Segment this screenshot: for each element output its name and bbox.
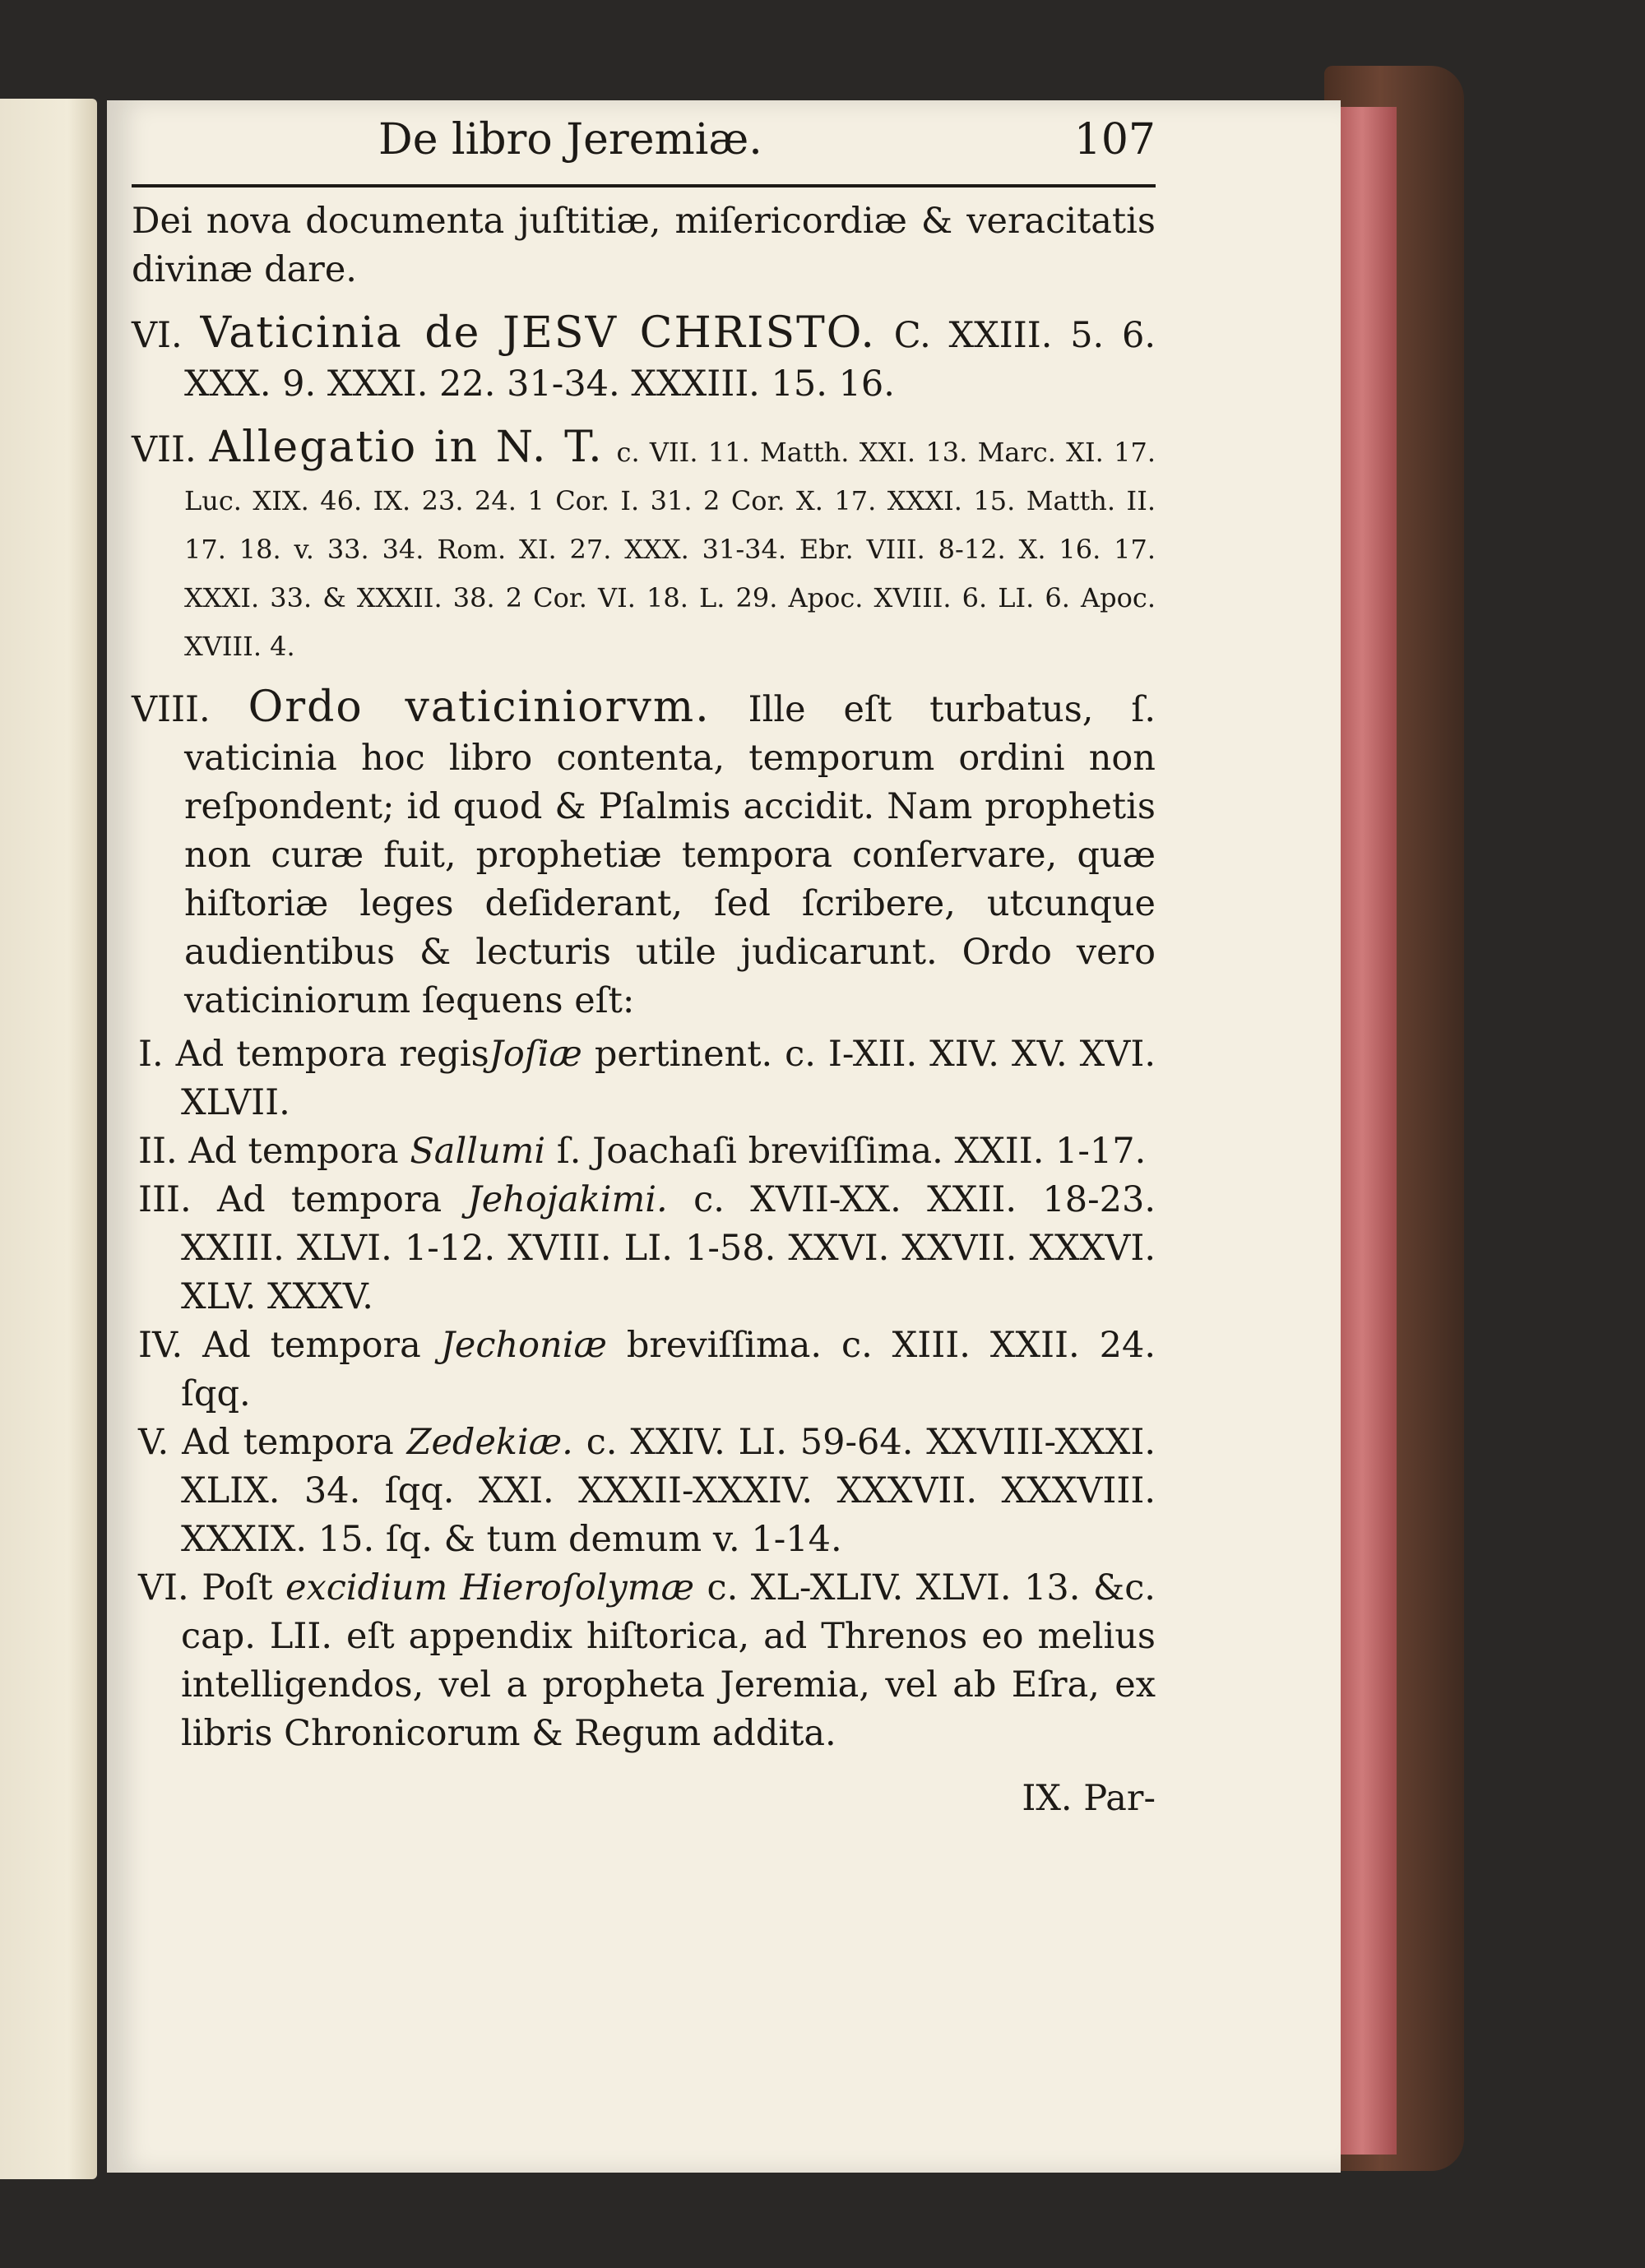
- item-name: Zedekiæ.: [406, 1422, 573, 1463]
- item-name: Jehojakimi.: [467, 1179, 668, 1220]
- section-vii: [132, 424, 1156, 669]
- item-name: Sallumi: [410, 1131, 546, 1172]
- item-number: V.: [138, 1422, 169, 1463]
- section-vi-numeral: VI.: [132, 315, 183, 356]
- section-vi-heading: Vaticinia de JESV CHRISTO.: [200, 308, 876, 358]
- running-header: [132, 115, 1156, 179]
- item-number: VI.: [138, 1567, 189, 1608]
- item-text: Poſt: [202, 1567, 286, 1608]
- list-item: [138, 1419, 1156, 1564]
- item-text: Ad tempora: [202, 1325, 441, 1366]
- item-name: Jechoniæ: [440, 1325, 607, 1366]
- item-text: Ad tempora: [182, 1422, 407, 1463]
- intro-paragraph: Dei nova documenta juſtitiæ, miſericordiæ & veracitatis divinæ dare.: [132, 201, 1156, 290]
- running-title: De libro Jeremiæ.: [378, 115, 762, 164]
- section-vii-heading: Allegatio in N. T.: [209, 423, 604, 472]
- item-refs: ſ. Joachaſi breviſſima. XXII. 1-17.: [545, 1131, 1147, 1172]
- section-vi-refs: C. XXIII. 5. 6. XXX. 9. XXXI. 22. 31-34. XXXIII. 15. 16.: [184, 315, 1156, 405]
- section-viii-numeral: VIII.: [132, 689, 211, 730]
- section-viii-heading: Ordo vaticiniorvm.: [248, 683, 711, 732]
- item-number: IV.: [138, 1325, 183, 1366]
- item-number: I.: [138, 1034, 164, 1075]
- section-vi: [132, 309, 1156, 409]
- header-rule: [132, 184, 1156, 187]
- list-item: [138, 1564, 1156, 1758]
- section-viii: [132, 683, 1156, 1025]
- item-number: III.: [138, 1179, 192, 1220]
- item-number: II.: [138, 1131, 178, 1172]
- item-refs: c. XVII-XX. XXII. 18-23. XXIII. XLVI. 1-12. XVIII. LI. 1-58. XXVI. XXVII. XXXVI. XLV. XXXV.: [181, 1179, 1156, 1317]
- list-item: [138, 1030, 1156, 1127]
- section-vii-refs: c. VII. 11. Matth. XXI. 13. Marc. XI. 17. Luc. XIX. 46. IX. 23. 24. 1 Cor. I. 31. 2 Cor. X. 17. XXXI. 15. Matth. II. 17. 18. v. 33. 34. Rom. XI. 27. XXX. 31-34. Ebr. VIII. 8-12. X. 16. 17. XXXI. 33. & XXXII. 38. 2 Cor. VI. 18. L. 29. Apoc. XVIII. 6. LI. 6. Apoc. XVIII. 4.: [184, 437, 1156, 662]
- item-name: excidium Hieroſolymæ: [285, 1567, 694, 1608]
- catchword: IX. Par-: [1022, 1778, 1156, 1819]
- left-page-edge: [0, 99, 97, 2179]
- red-page-edges: [1339, 107, 1397, 2155]
- item-text: Ad tempora regis: [175, 1034, 489, 1075]
- list-item: [138, 1127, 1156, 1176]
- item-refs: breviſſima. c. XIII. XXII. 24. ſqq.: [181, 1325, 1156, 1414]
- text-block: [132, 115, 1156, 1823]
- item-refs: pertinent. c. I-XII. XIV. XV. XVI. XLVII.: [181, 1034, 1156, 1123]
- item-refs: c. XL-XLIV. XLVI. 13. &c. cap. LII. eſt appendix hiſtorica, ad Threnos eo melius intelligendos, vel a propheta Jeremia, vel ab Eſra, ex libris Chronicorum & Regum addita.: [181, 1567, 1156, 1754]
- item-refs: c. XXIV. LI. 59-64. XXVIII-XXXI. XLIX. 34. ſqq. XXI. XXXII-XXXIV. XXXVII. XXXVIII. XXXIX. 15. ſq. & tum demum v. 1-14.: [181, 1422, 1156, 1560]
- item-name: Joſiæ: [489, 1034, 582, 1075]
- section-vii-numeral: VII.: [132, 429, 197, 470]
- list-item: [138, 1321, 1156, 1419]
- section-viii-text: Ille eſt turbatus, ſ. vaticinia hoc libro contenta, temporum ordini non reſpondent; id quod & Pſalmis accidit. Nam prophetis non curæ fuit, prophetiæ tempora conſervare, quæ hiſtoriæ leges deſiderant, ſed ſcribere, utcunque audientibus & lecturis utile judicarunt. Ordo vero vaticiniorum ſequens eſt:: [184, 689, 1156, 1021]
- item-text: Ad tempora: [188, 1131, 410, 1172]
- list-item: [138, 1176, 1156, 1321]
- item-text: Ad tempora: [217, 1179, 468, 1220]
- order-list: [132, 1030, 1156, 1758]
- page-number: 107: [1073, 115, 1156, 164]
